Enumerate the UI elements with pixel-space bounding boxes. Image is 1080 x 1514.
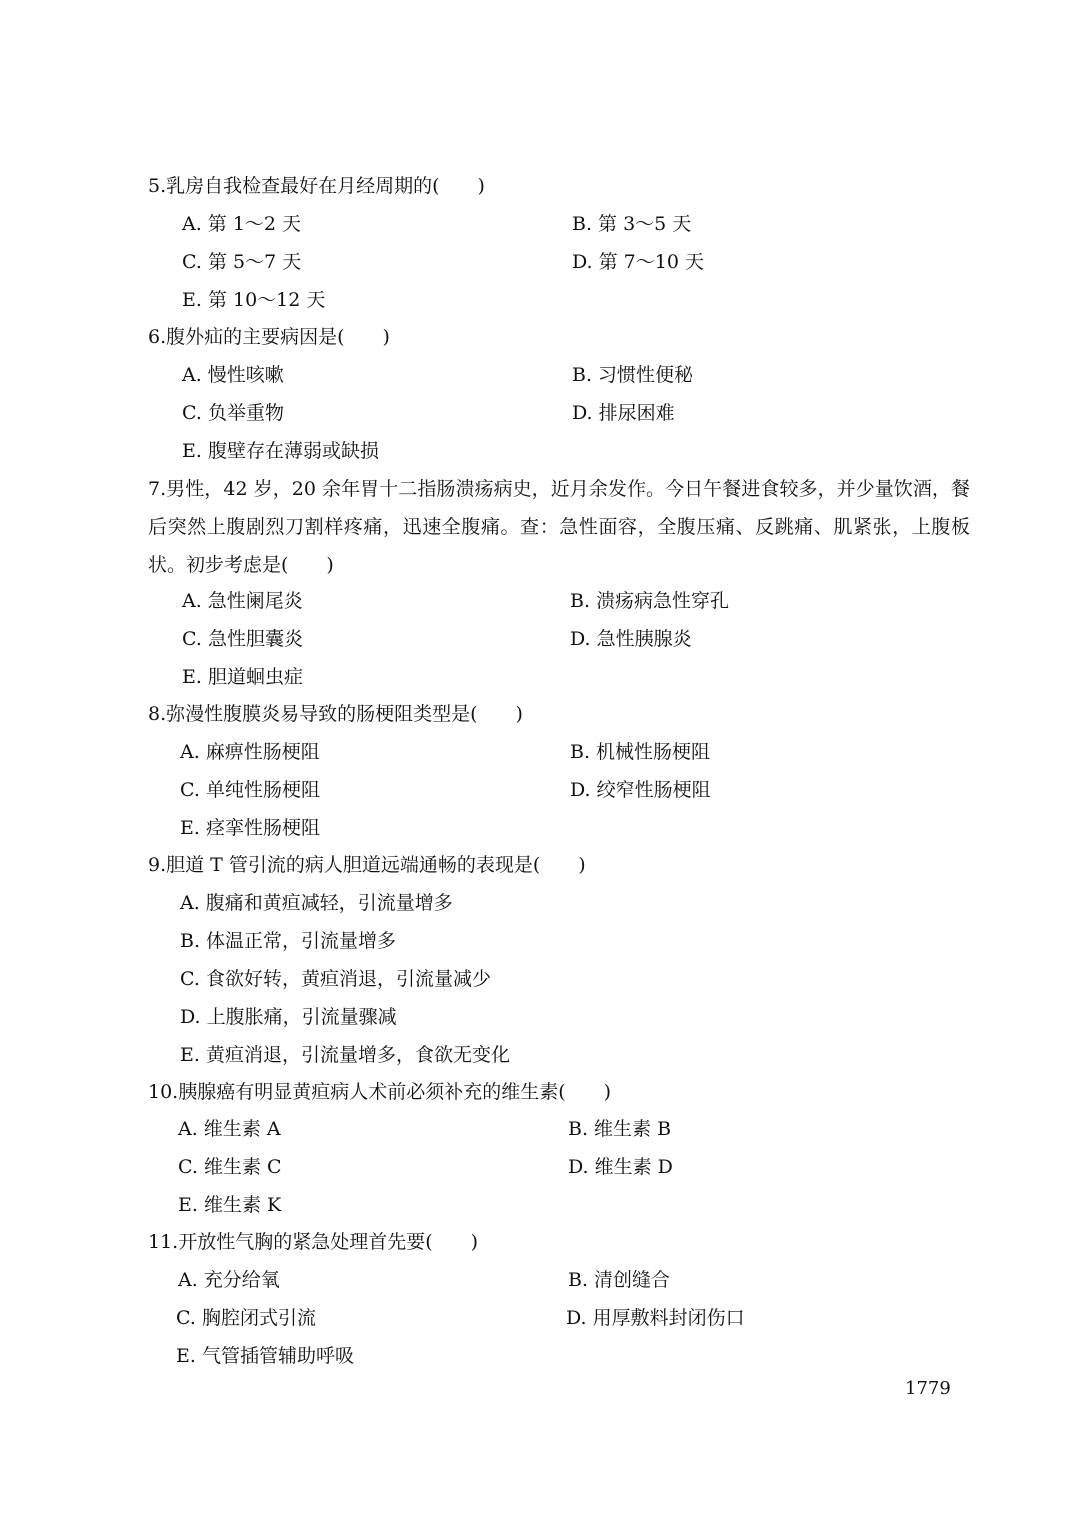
question-9-option-c: C. 食欲好转，黄疸消退，引流量减少 — [180, 968, 491, 990]
page-number: 1779 — [905, 1378, 951, 1399]
question-11-option-b: B. 清创缝合 — [568, 1269, 671, 1291]
question-11-stem: 11.开放性气胸的紧急处理首先要( ) — [148, 1231, 479, 1253]
question-8-option-e: E. 痉挛性肠梗阻 — [180, 817, 320, 839]
question-5-option-c: C. 第 5～7 天 — [182, 251, 302, 273]
question-10-option-b: B. 维生素 B — [568, 1118, 672, 1140]
question-8-option-c: C. 单纯性肠梗阻 — [180, 779, 320, 801]
question-8-option-b: B. 机械性肠梗阻 — [570, 741, 711, 763]
question-11-option-c: C. 胸腔闭式引流 — [176, 1307, 316, 1329]
question-10-option-d: D. 维生素 D — [568, 1156, 673, 1178]
question-7-option-e: E. 胆道蛔虫症 — [182, 666, 303, 688]
question-11-option-e: E. 气管插管辅助呼吸 — [176, 1345, 354, 1367]
question-6-option-a: A. 慢性咳嗽 — [182, 364, 284, 386]
question-9-option-d: D. 上腹胀痛，引流量骤减 — [180, 1006, 397, 1028]
question-8-option-a: A. 麻痹性肠梗阻 — [180, 741, 320, 763]
question-9-option-b: B. 体温正常，引流量增多 — [180, 930, 397, 952]
question-5-stem: 5.乳房自我检查最好在月经周期的( ) — [148, 175, 485, 197]
question-11-option-d: D. 用厚敷料封闭伤口 — [566, 1307, 745, 1329]
question-6-stem: 6.腹外疝的主要病因是( ) — [148, 326, 390, 348]
question-8-option-d: D. 绞窄性肠梗阻 — [570, 779, 711, 801]
question-5-option-d: D. 第 7～10 天 — [572, 251, 704, 273]
question-5-option-e: E. 第 10～12 天 — [182, 289, 326, 311]
question-11-option-a: A. 充分给氧 — [178, 1269, 280, 1291]
question-7-stem: 7.男性，42 岁，20 余年胃十二指肠溃疡病史，近月余发作。今日午餐进食较多，并少量饮酒，餐后突然上腹剧烈刀割样疼痛，迅速全腹痛。查：急性面容，全腹压痛、反跳痛、肌紧张，上腹板状。初步考虑是( ) — [148, 478, 970, 576]
question-8-stem: 8.弥漫性腹膜炎易导致的肠梗阻类型是( ) — [148, 703, 523, 725]
question-6-option-b: B. 习惯性便秘 — [572, 364, 694, 386]
question-7-option-c: C. 急性胆囊炎 — [182, 628, 303, 650]
question-6-option-e: E. 腹壁存在薄弱或缺损 — [182, 440, 379, 462]
question-10-option-e: E. 维生素 K — [178, 1194, 282, 1216]
question-6-option-d: D. 排尿困难 — [572, 402, 675, 424]
question-10-option-c: C. 维生素 C — [178, 1156, 282, 1178]
question-7-option-a: A. 急性阑尾炎 — [182, 590, 303, 612]
question-6-option-c: C. 负举重物 — [182, 402, 284, 424]
question-5-option-b: B. 第 3～5 天 — [572, 213, 692, 235]
question-10-stem: 10.胰腺癌有明显黄疸病人术前必须补充的维生素( ) — [148, 1081, 612, 1103]
question-9-option-e: E. 黄疸消退，引流量增多，食欲无变化 — [180, 1044, 510, 1066]
question-10-option-a: A. 维生素 A — [178, 1118, 281, 1140]
question-5-option-a: A. 第 1～2 天 — [182, 213, 302, 235]
question-7-option-d: D. 急性胰腺炎 — [570, 628, 692, 650]
question-7-option-b: B. 溃疡病急性穿孔 — [570, 590, 730, 612]
question-9-stem: 9.胆道 T 管引流的病人胆道远端通畅的表现是( ) — [148, 854, 586, 876]
question-9-option-a: A. 腹痛和黄疸减轻，引流量增多 — [180, 892, 453, 914]
